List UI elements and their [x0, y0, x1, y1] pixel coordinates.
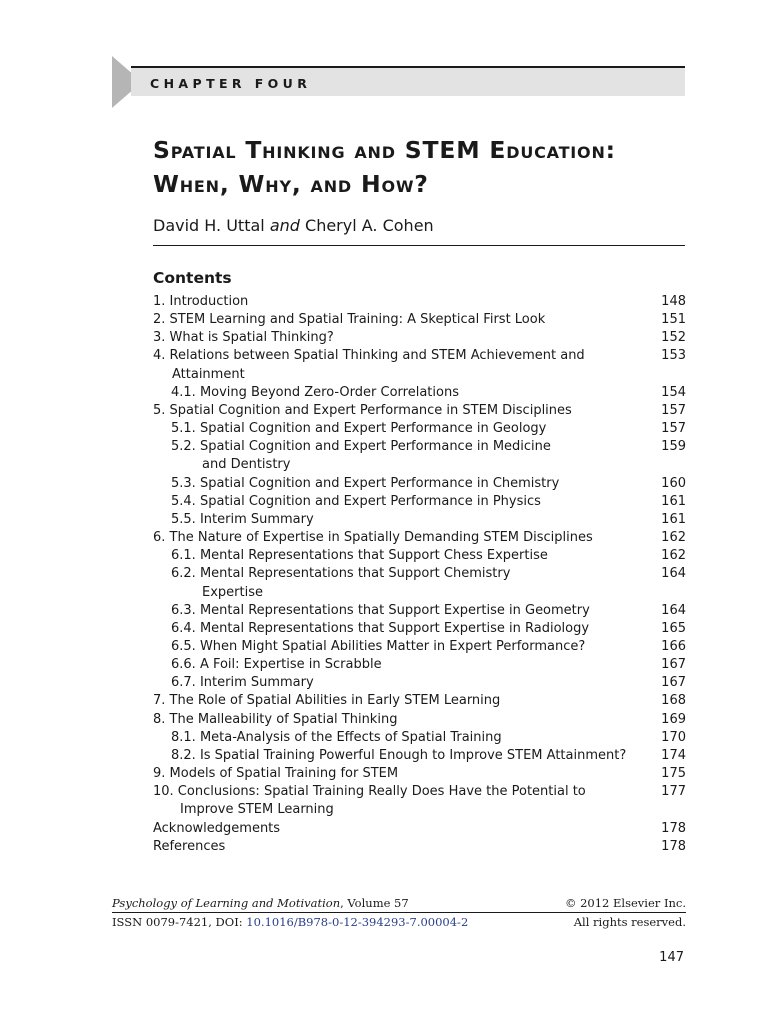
toc-entry[interactable]: [153, 638, 686, 656]
toc-entry-title: [153, 475, 650, 493]
journal-citation: [112, 896, 409, 910]
toc-entry[interactable]: [153, 547, 686, 565]
toc-entry[interactable]: [153, 620, 686, 638]
chapter-title: [153, 133, 713, 201]
toc-entry-page: 148: [661, 294, 686, 309]
author-second: Cheryl A. Cohen: [305, 216, 434, 235]
toc-entry[interactable]: [153, 692, 686, 710]
page-number: 147: [659, 950, 684, 965]
toc-entry-text: 2. STEM Learning and Spatial Training: A Skeptical First Look: [153, 312, 546, 328]
toc-entry-page: 175: [661, 766, 686, 782]
toc-entry-text: 1. Introduction: [153, 294, 249, 309]
toc-entry-page: 162: [661, 548, 686, 564]
toc-entry-page: 167: [661, 675, 686, 691]
toc-entry-title: [153, 711, 650, 729]
issn-label: ISSN 0079-7421, DOI:: [112, 915, 247, 929]
doi-link[interactable]: 10.1016/B978-0-12-394293-7.00004-2: [246, 915, 469, 929]
toc-entry-text: 6. The Nature of Expertise in Spatially Demanding STEM Disciplines: [153, 530, 593, 546]
toc-entry-title: [153, 820, 650, 838]
toc-entry[interactable]: [153, 783, 686, 819]
toc-entry-text: 8.1. Meta-Analysis of the Effects of Spatial Training: [171, 729, 502, 745]
toc-entry[interactable]: [153, 602, 686, 620]
toc-entry-title: [153, 384, 650, 402]
toc-entry-page: 161: [661, 511, 686, 527]
toc-entry[interactable]: [153, 729, 686, 747]
toc-entry-text-continued: Improve STEM Learning: [180, 802, 334, 818]
toc-entry[interactable]: [153, 311, 686, 329]
toc-entry-text: 5.4. Spatial Cognition and Expert Performance in Physics: [171, 493, 541, 509]
toc-entry-page: 164: [661, 602, 686, 618]
journal-volume: , Volume 57: [340, 896, 409, 910]
toc-entry-page: 178: [661, 820, 686, 836]
toc-entry-text: 5.2. Spatial Cognition and Expert Performance in Medicine: [171, 439, 551, 455]
chapter-title-line-1: Spatial Thinking and STEM Education:: [153, 136, 616, 164]
page-footer: [112, 896, 686, 929]
toc-entry-title: [153, 347, 650, 383]
toc-entry-page: 167: [661, 657, 686, 673]
toc-entry-page: 152: [661, 330, 686, 346]
toc-entry-title: [153, 311, 650, 329]
toc-entry[interactable]: [153, 493, 686, 511]
toc-entry-text: 6.2. Mental Representations that Support Chemistry: [171, 566, 511, 582]
toc-entry-page: 157: [661, 421, 686, 437]
toc-entry[interactable]: [153, 820, 686, 838]
toc-entry[interactable]: [153, 765, 686, 783]
toc-entry-text: 8.2. Is Spatial Training Powerful Enough to Improve STEM Attainment?: [171, 747, 627, 763]
toc-entry-title: [153, 747, 650, 765]
toc-entry-text: 7. The Role of Spatial Abilities in Early STEM Learning: [153, 693, 501, 709]
toc-entry-text-continued: Expertise: [202, 584, 263, 600]
toc-entry-page: 166: [661, 638, 686, 654]
toc-entry-title: [153, 602, 650, 620]
toc-entry-title: [153, 692, 650, 710]
footer-row-journal: [112, 896, 686, 913]
footer-row-issn: [112, 913, 686, 929]
toc-entry-title: [153, 783, 650, 819]
toc-entry-text: 6.5. When Might Spatial Abilities Matter in Expert Performance?: [171, 638, 586, 654]
toc-entry[interactable]: [153, 565, 686, 601]
toc-entry-title: [153, 293, 650, 311]
toc-entry-text: 4.1. Moving Beyond Zero-Order Correlations: [171, 384, 459, 400]
toc-entry[interactable]: [153, 529, 686, 547]
toc-entry-page: 169: [661, 711, 686, 727]
toc-entry-text: Acknowledgements: [153, 820, 281, 836]
toc-entry-title: [153, 838, 650, 856]
toc-entry-text: References: [153, 838, 226, 854]
toc-entry-page: 153: [661, 348, 686, 364]
toc-entry-text-continued: and Dentistry: [202, 457, 291, 473]
toc-entry-page: 164: [661, 566, 686, 582]
toc-entry-title: [153, 620, 650, 638]
chapter-label: CHAPTER FOUR: [150, 76, 312, 91]
table-of-contents: [153, 293, 686, 856]
toc-entry-title: [153, 638, 650, 656]
authors: [153, 216, 434, 235]
toc-entry-text: 8. The Malleability of Spatial Thinking: [153, 711, 398, 727]
toc-entry-title: [153, 420, 650, 438]
toc-entry-text: 6.6. A Foil: Expertise in Scrabble: [171, 657, 382, 673]
toc-entry-text: 5.5. Interim Summary: [171, 511, 314, 527]
toc-entry-text: 5.1. Spatial Cognition and Expert Performance in Geology: [171, 421, 547, 437]
toc-entry[interactable]: [153, 656, 686, 674]
toc-entry-page: 168: [661, 693, 686, 709]
toc-entry-title: [153, 402, 650, 420]
toc-entry-title: [153, 329, 650, 347]
toc-entry-text: 6.1. Mental Representations that Support Chess Expertise: [171, 548, 548, 564]
toc-entry-page: 178: [661, 838, 686, 854]
toc-entry-title: [153, 438, 650, 474]
toc-entry-text: 10. Conclusions: Spatial Training Really Does Have the Potential to: [153, 784, 586, 800]
copyright-notice: © 2012 Elsevier Inc.: [564, 896, 686, 910]
toc-entry-title: [153, 547, 650, 565]
toc-entry-page: 161: [661, 493, 686, 509]
toc-entry[interactable]: [153, 838, 686, 856]
rights-notice: All rights reserved.: [573, 915, 686, 929]
toc-entry[interactable]: [153, 347, 686, 383]
toc-entry-title: [153, 511, 650, 529]
toc-entry-page: 157: [661, 402, 686, 418]
toc-entry-text: 4. Relations between Spatial Thinking and STEM Achievement and: [153, 348, 585, 364]
toc-entry-page: 159: [661, 439, 686, 455]
toc-entry-title: [153, 729, 650, 747]
toc-entry[interactable]: [153, 384, 686, 402]
toc-entry-text: 3. What is Spatial Thinking?: [153, 330, 334, 346]
toc-entry[interactable]: [153, 711, 686, 729]
contents-heading: Contents: [153, 269, 232, 287]
toc-entry-page: 162: [661, 530, 686, 546]
chapter-title-line-2: When, Why, and How?: [153, 170, 429, 198]
toc-entry-title: [153, 565, 650, 601]
toc-entry[interactable]: [153, 511, 686, 529]
toc-entry-text: 5. Spatial Cognition and Expert Performance in STEM Disciplines: [153, 402, 572, 418]
toc-entry-text: 9. Models of Spatial Training for STEM: [153, 766, 399, 782]
toc-entry-page: 165: [661, 620, 686, 636]
toc-entry-text: 6.7. Interim Summary: [171, 675, 314, 691]
toc-entry-page: 174: [661, 747, 686, 763]
toc-entry-page: 177: [661, 784, 686, 800]
toc-entry-title: [153, 674, 650, 692]
toc-entry[interactable]: [153, 329, 686, 347]
toc-entry-title: [153, 493, 650, 511]
toc-entry-page: 170: [661, 729, 686, 745]
author-divider: [153, 245, 685, 246]
toc-entry-title: [153, 765, 650, 783]
toc-entry[interactable]: [153, 475, 686, 493]
toc-entry-title: [153, 656, 650, 674]
toc-entry[interactable]: [153, 293, 686, 311]
toc-entry-text: 6.4. Mental Representations that Support Expertise in Radiology: [171, 620, 590, 636]
toc-entry-page: 160: [661, 475, 686, 491]
toc-entry-page: 151: [661, 312, 686, 328]
toc-entry[interactable]: [153, 420, 686, 438]
toc-entry[interactable]: [153, 674, 686, 692]
author-first: David H. Uttal: [153, 216, 265, 235]
toc-entry-text: 6.3. Mental Representations that Support Expertise in Geometry: [171, 602, 590, 618]
toc-entry[interactable]: [153, 747, 686, 765]
author-separator: and: [269, 216, 300, 235]
toc-entry[interactable]: [153, 438, 686, 474]
toc-entry-page: 154: [661, 384, 686, 400]
toc-entry[interactable]: [153, 402, 686, 420]
journal-title: Psychology of Learning and Motivation: [112, 896, 341, 910]
toc-entry-text-continued: Attainment: [172, 366, 245, 382]
toc-entry-text: 5.3. Spatial Cognition and Expert Performance in Chemistry: [171, 475, 560, 491]
issn-doi: [112, 915, 468, 929]
toc-entry-title: [153, 529, 650, 547]
